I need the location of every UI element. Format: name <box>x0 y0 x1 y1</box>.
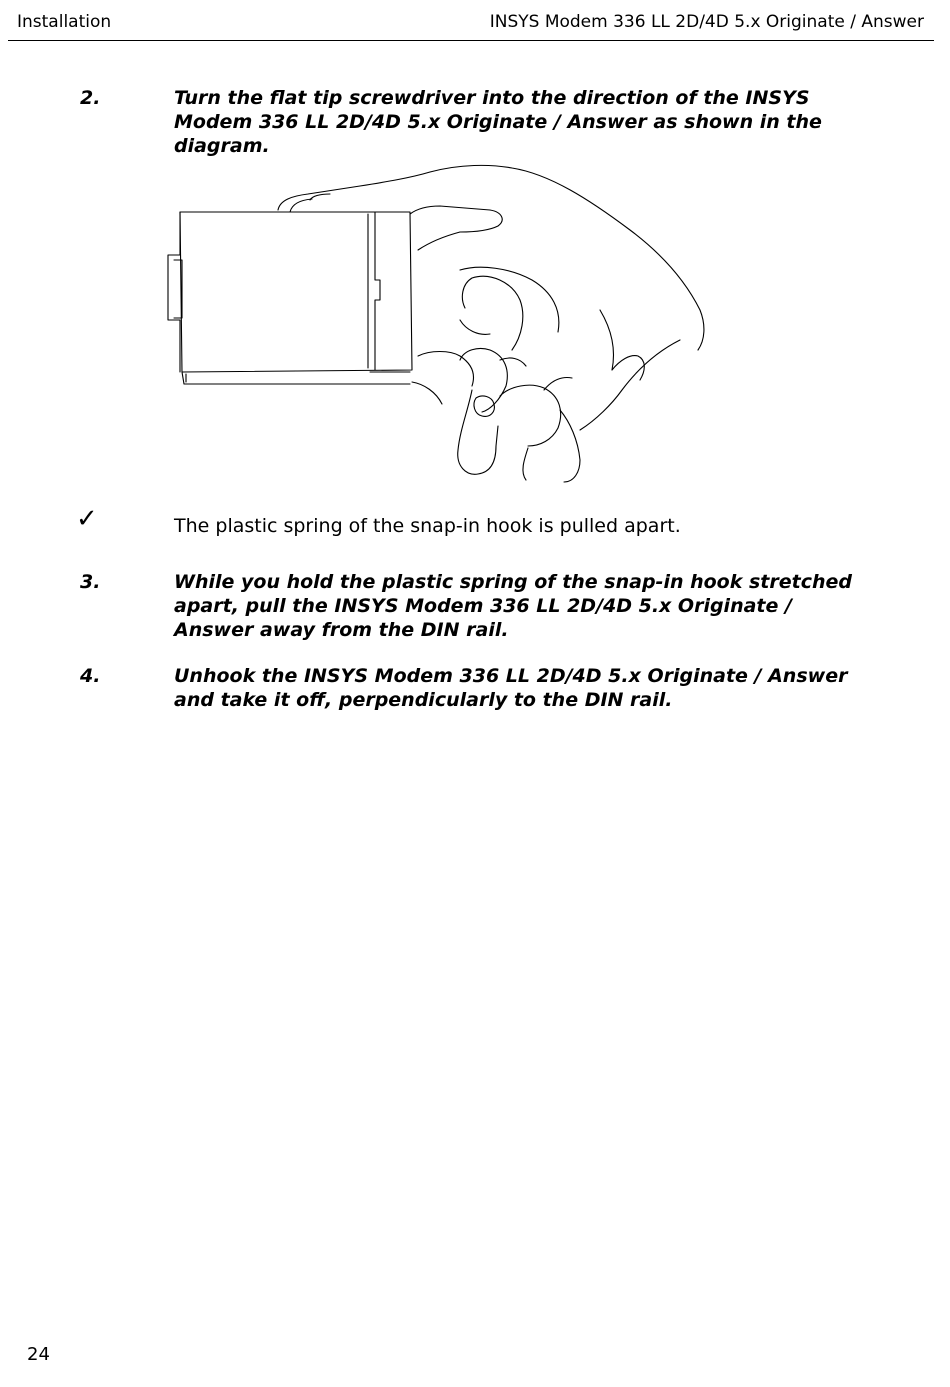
result-text: The plastic spring of the snap-in hook is pulled apart. <box>174 515 681 537</box>
page-number: 24 <box>27 1344 50 1365</box>
checkmark-icon: ✓ <box>76 504 98 534</box>
modem-device <box>168 212 412 384</box>
step-number: 2. <box>80 87 101 109</box>
step-number: 4. <box>80 665 101 687</box>
header-doc-title: INSYS Modem 336 LL 2D/4D 5.x Originate / Answer <box>489 12 924 32</box>
step-number: 3. <box>80 571 101 593</box>
step-text: Turn the flat tip screwdriver into the direction of the INSYS Modem 336 LL 2D/4D 5.x Originate / Answer as shown in the diagram. <box>174 87 822 157</box>
step-2 <box>80 86 880 157</box>
step-4 <box>80 664 880 714</box>
step-text: Unhook the INSYS Modem 336 LL 2D/4D 5.x Originate / Answer and take it off, perpendicularly to the DIN rail. <box>174 665 848 711</box>
step-text: While you hold the plastic spring of the snap-in hook stretched apart, pull the INSYS Modem 336 LL 2D/4D 5.x Originate / Answer away from the DIN rail. <box>174 571 852 641</box>
header-section: Installation <box>17 12 112 32</box>
hand <box>278 165 704 482</box>
modem-removal-illustration <box>160 160 720 490</box>
step-3 <box>80 570 880 644</box>
page-header <box>8 0 934 41</box>
